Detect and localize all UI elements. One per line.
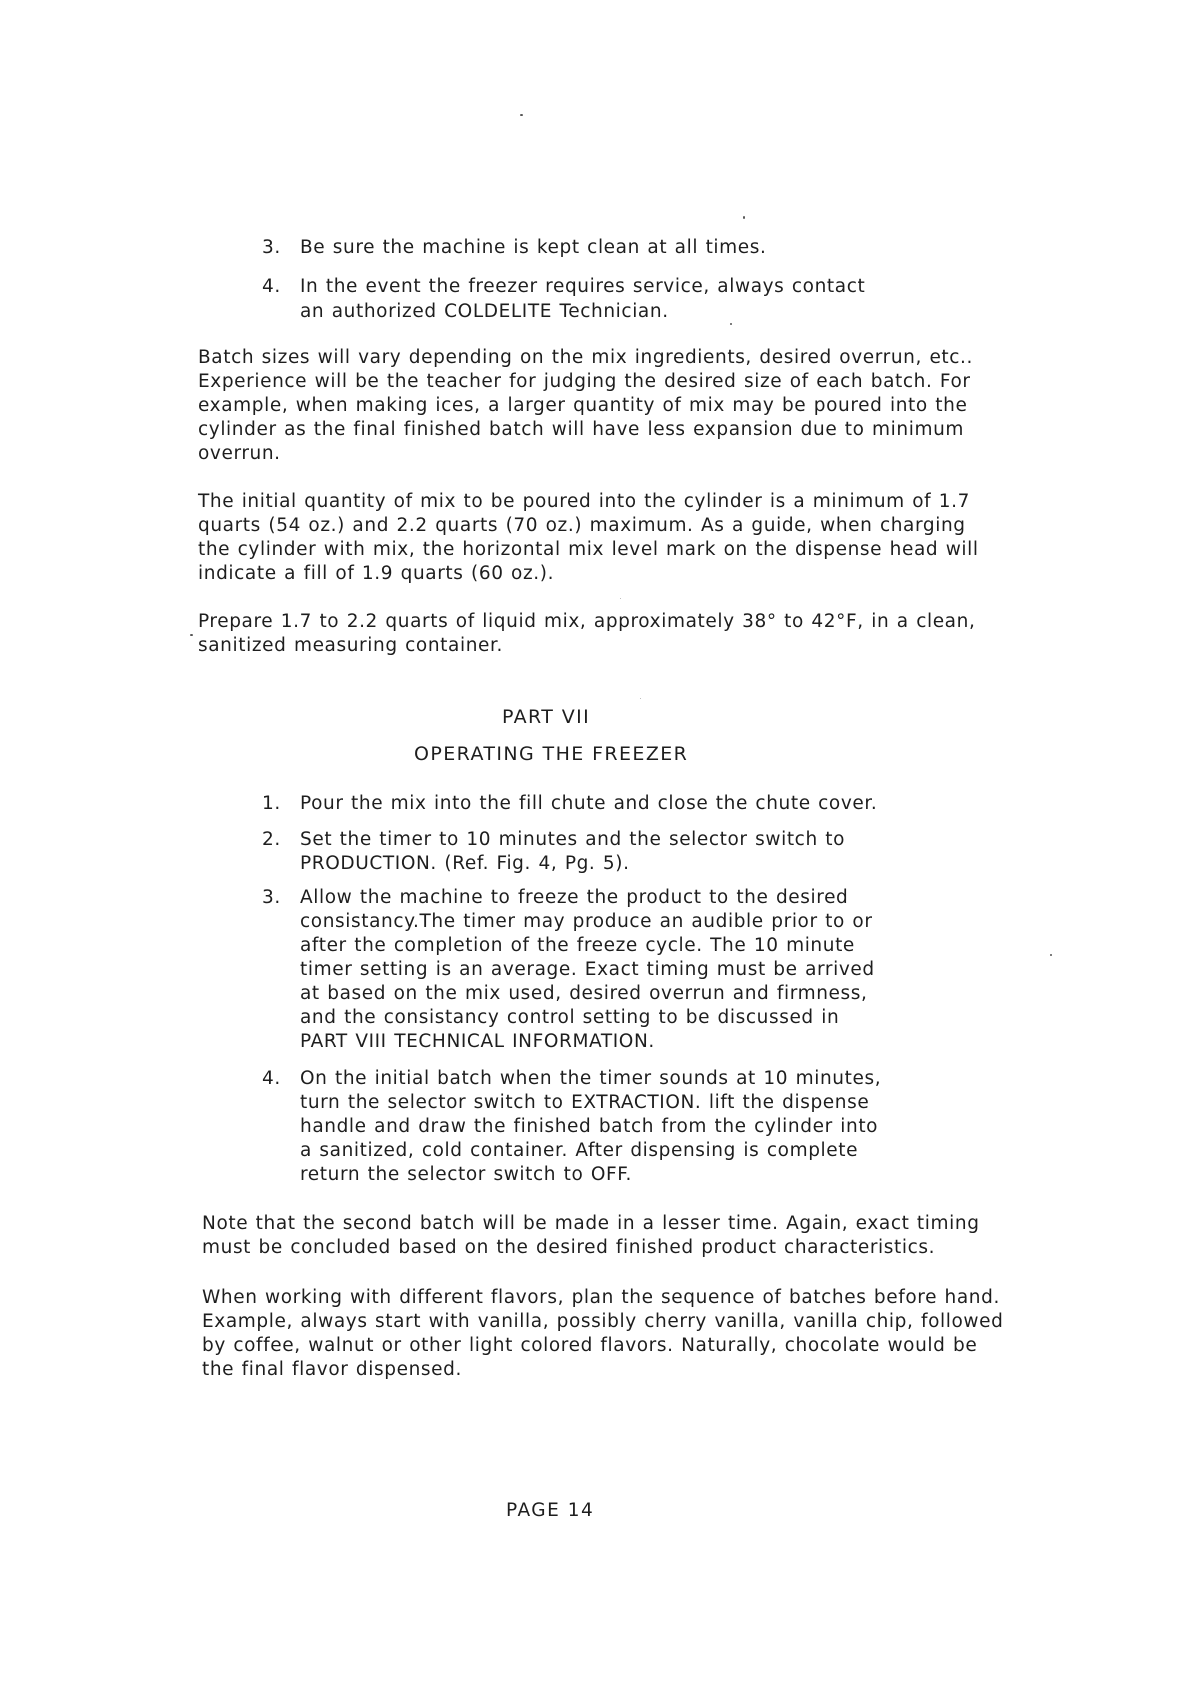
scan-speck <box>743 216 745 219</box>
paragraph-line: example, when making ices, a larger quantity of mix may be poured into the <box>198 395 968 416</box>
step-text-line: timer setting is an average. Exact timing must be arrived <box>300 959 875 980</box>
step-text-line: turn the selector switch to EXTRACTION. lift the dispense <box>300 1092 870 1113</box>
list-number: 4. <box>262 276 281 297</box>
paragraph-second-batch <box>202 1212 980 1260</box>
scan-speck <box>730 323 732 325</box>
paragraph-line: Note that the second batch will be made in a lesser time. Again, exact timing <box>202 1213 980 1234</box>
step-4 <box>262 1067 881 1187</box>
section-part-heading: PART VII <box>502 706 591 728</box>
step-text-line: Set the timer to 10 minutes and the selector switch to <box>300 829 846 850</box>
list-number: 3. <box>262 237 281 258</box>
step-text-line: consistancy.The timer may produce an audible prior to or <box>300 911 873 932</box>
step-1 <box>262 792 877 816</box>
step-text-line: PRODUCTION. (Ref. Fig. 4, Pg. 5). <box>300 853 630 874</box>
paragraph-line: overrun. <box>198 443 281 464</box>
section-title: OPERATING THE FREEZER <box>414 743 689 765</box>
step-text-line: after the completion of the freeze cycle. The 10 minute <box>300 935 855 956</box>
list-item-3 <box>262 236 767 260</box>
paragraph-line: must be concluded based on the desired finished product characteristics. <box>202 1237 936 1258</box>
paragraph-line: When working with different flavors, plan the sequence of batches before hand. <box>202 1287 1000 1308</box>
step-3 <box>262 886 875 1054</box>
paragraph-initial-quantity <box>198 490 979 586</box>
paragraph-line: sanitized measuring container. <box>198 635 503 656</box>
scan-speck <box>190 634 193 636</box>
paragraph-line: the final flavor dispensed. <box>202 1359 462 1380</box>
paragraph-line: indicate a fill of 1.9 quarts (60 oz.). <box>198 563 555 584</box>
step-text-line: Pour the mix into the fill chute and close the chute cover. <box>300 793 878 814</box>
paragraph-line: quarts (54 oz.) and 2.2 quarts (70 oz.) maximum. As a guide, when charging <box>198 515 966 536</box>
paragraph-line: by coffee, walnut or other light colored flavors. Naturally, chocolate would be <box>202 1335 978 1356</box>
step-text-line: return the selector switch to OFF. <box>300 1164 633 1185</box>
step-text-line: at based on the mix used, desired overrun and firmness, <box>300 983 868 1004</box>
list-text-line: an authorized COLDELITE Technician. <box>300 301 669 322</box>
list-text-line: Be sure the machine is kept clean at all times. <box>300 237 767 258</box>
step-2 <box>262 828 845 876</box>
paragraph-line: The initial quantity of mix to be poured into the cylinder is a minimum of 1.7 <box>198 491 970 512</box>
step-number: 2. <box>262 829 281 850</box>
step-text-line: On the initial batch when the timer sounds at 10 minutes, <box>300 1068 882 1089</box>
page-number: PAGE 14 <box>506 1500 595 1521</box>
step-number: 3. <box>262 887 281 908</box>
paragraph-line: cylinder as the final finished batch will have less expansion due to minimum <box>198 419 965 440</box>
paragraph-line: Experience will be the teacher for judging the desired size of each batch. For <box>198 371 971 392</box>
scan-speck <box>620 598 621 599</box>
paragraph-line: Prepare 1.7 to 2.2 quarts of liquid mix, approximately 38° to 42°F, in a clean, <box>198 611 976 632</box>
scan-speck <box>640 698 641 699</box>
paragraph-flavors <box>202 1286 1003 1382</box>
step-text-line: Allow the machine to freeze the product to the desired <box>300 887 849 908</box>
step-text-line: a sanitized, cold container. After dispensing is complete <box>300 1140 859 1161</box>
step-text-line: handle and draw the finished batch from the cylinder into <box>300 1116 879 1137</box>
step-number: 1. <box>262 793 281 814</box>
paragraph-line: Batch sizes will vary depending on the mix ingredients, desired overrun, etc.. <box>198 347 974 368</box>
paragraph-line: Example, always start with vanilla, possibly cherry vanilla, vanilla chip, followed <box>202 1311 1004 1332</box>
paragraph-batch-sizes <box>198 346 973 466</box>
step-text-line: and the consistancy control setting to be discussed in <box>300 1007 840 1028</box>
step-text-line: PART VIII TECHNICAL INFORMATION. <box>300 1031 655 1052</box>
step-number: 4. <box>262 1068 281 1089</box>
paragraph-prepare-mix <box>198 610 975 658</box>
paragraph-line: the cylinder with mix, the horizontal mix level mark on the dispense head will <box>198 539 979 560</box>
scan-speck <box>1050 954 1052 956</box>
list-item-4 <box>262 274 865 324</box>
list-text-line: In the event the freezer requires service, always contact <box>300 276 866 297</box>
scan-speck <box>520 114 523 116</box>
